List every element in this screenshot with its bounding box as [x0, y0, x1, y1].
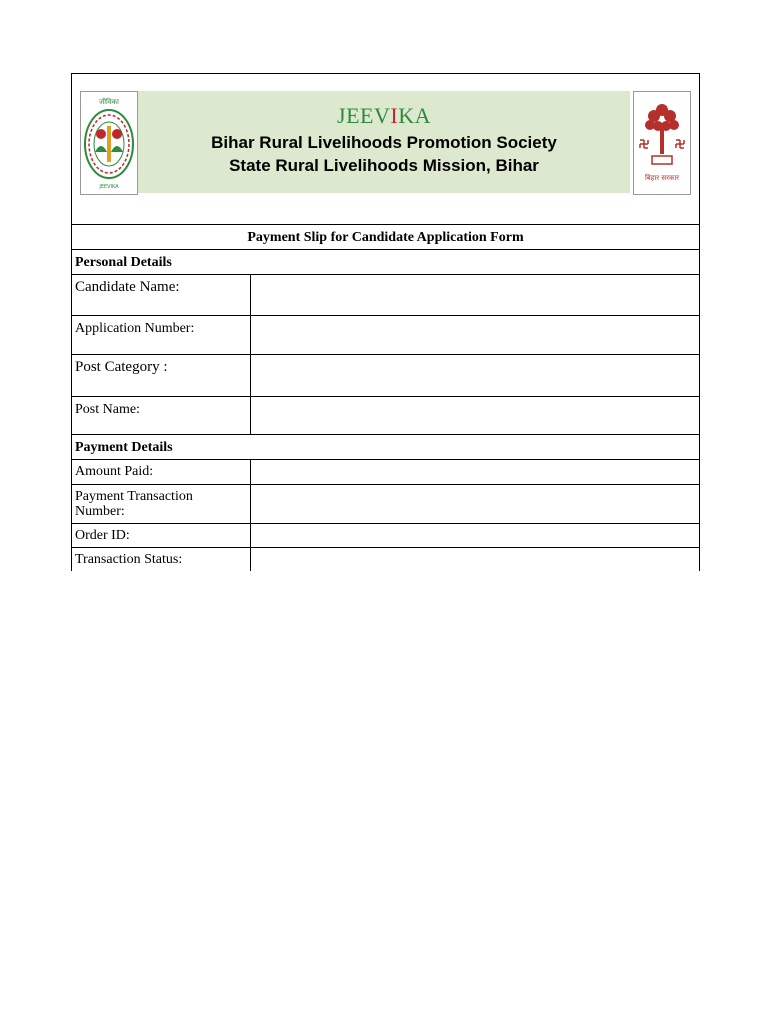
field-label: Application Number: — [75, 321, 195, 336]
org-banner — [138, 91, 630, 193]
field-value — [250, 397, 699, 434]
form-row-candidate-name — [72, 274, 699, 315]
form-title: Payment Slip for Candidate Application Form — [247, 230, 524, 245]
form-row-transaction-status — [72, 547, 699, 571]
personal-details-heading-row — [72, 249, 699, 274]
brand-title: JEEVIKA — [337, 103, 431, 128]
logo-caption-bottom: JEEVIKA — [99, 184, 119, 190]
field-label: Post Name: — [75, 402, 140, 417]
payment-details-heading: Payment Details — [75, 440, 173, 455]
field-label: Order ID: — [75, 528, 130, 543]
letterhead — [80, 91, 691, 195]
personal-details-heading: Personal Details — [75, 255, 172, 270]
form-row-amount-paid — [72, 459, 699, 484]
bihar-govt-logo — [633, 91, 691, 195]
field-value — [250, 524, 699, 547]
payment-slip-sheet — [71, 73, 700, 571]
govt-caption: बिहार सरकार — [644, 174, 680, 182]
form-row-post-category — [72, 354, 699, 396]
form-row-post-name — [72, 396, 699, 434]
bodhi-tree-emblem-icon — [634, 92, 690, 194]
form-row-application-number — [72, 315, 699, 354]
field-value — [250, 460, 699, 484]
field-value — [250, 316, 699, 354]
field-label: Post Category : — [75, 359, 168, 375]
field-value — [250, 275, 699, 315]
logo-caption-top: जीविका — [99, 98, 119, 106]
field-label: Amount Paid: — [75, 464, 154, 479]
field-value — [250, 548, 699, 571]
field-value — [250, 355, 699, 396]
field-label: Transaction Status: — [75, 552, 183, 567]
org-name: Bihar Rural Livelihoods Promotion Society — [211, 133, 557, 152]
field-label: Candidate Name: — [75, 279, 180, 295]
mission-name: State Rural Livelihoods Mission, Bihar — [229, 156, 539, 175]
jeevika-emblem-icon — [81, 92, 137, 194]
field-value — [250, 485, 699, 523]
jeevika-logo — [80, 91, 138, 195]
field-label: Payment Transaction Number: — [75, 489, 193, 519]
payment-details-heading-row — [72, 434, 699, 459]
form-row-transaction-number — [72, 484, 699, 523]
form-title-row — [72, 224, 699, 249]
form-row-order-id — [72, 523, 699, 547]
